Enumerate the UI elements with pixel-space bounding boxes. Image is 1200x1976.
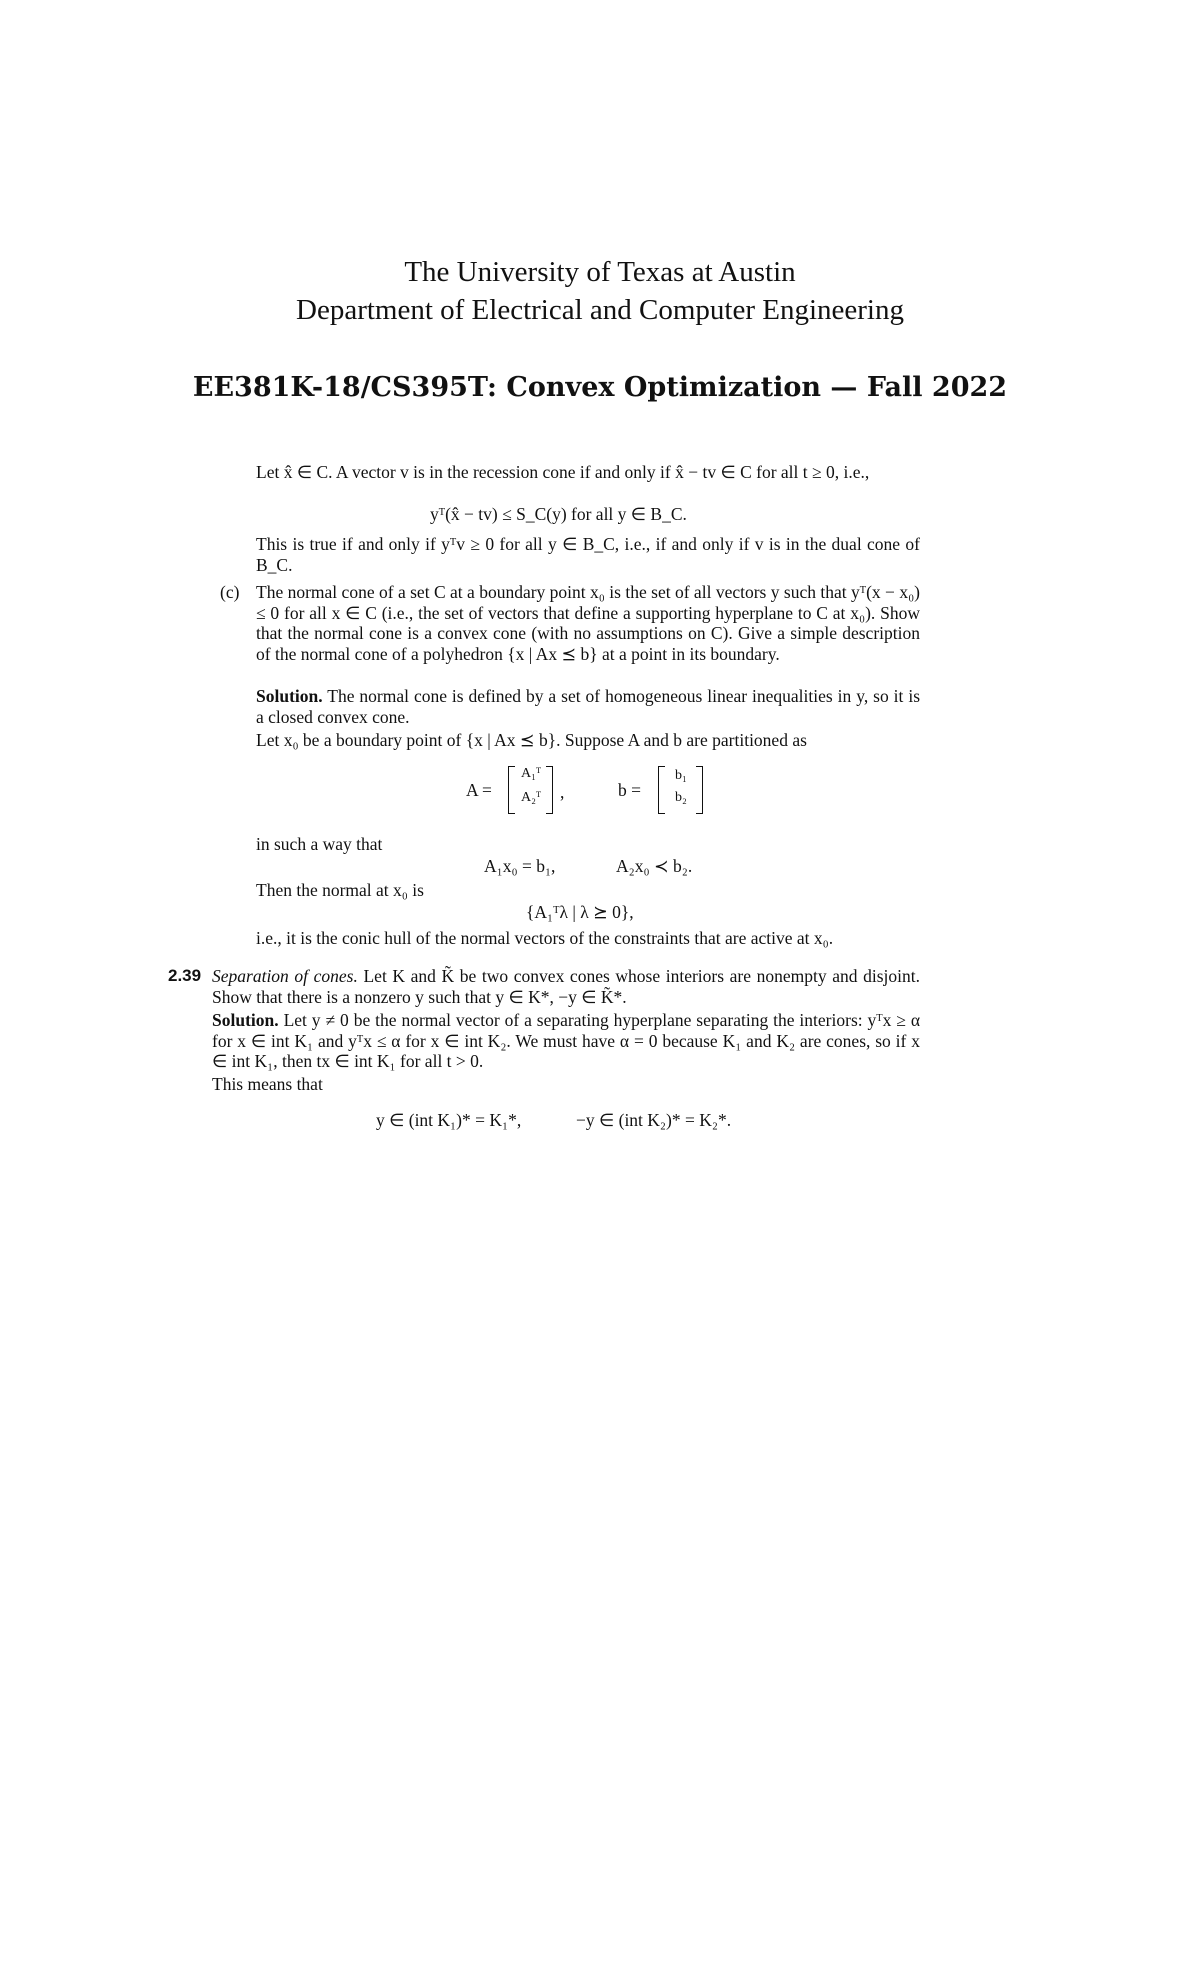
paragraph-this-means: This means that [212, 1074, 323, 1094]
solution-c [256, 686, 920, 727]
equation-dual-k2: −y ∈ (int K₂)* = K₂*. [576, 1110, 732, 1130]
paragraph-recession-cone: Let x̂ ∈ C. A vector v is in the recession cone if and only if x̂ − tv ∈ C for all t ≥ 0, i.e., [256, 462, 870, 482]
problem-239-title: Separation of cones. [212, 966, 358, 986]
matrix-comma: , [560, 782, 565, 802]
matrix-b-top: b₁ [675, 768, 687, 783]
matrix-b-right-bracket [696, 766, 703, 814]
matrix-b-left-bracket [658, 766, 665, 814]
matrix-a-top: A₁ᵀ [520, 766, 542, 781]
equation-active-constraints: A₁x₀ = b₁, [484, 856, 556, 876]
item-c-text: The normal cone of a set C at a boundary point x₀ is the set of all vectors y such that yᵀ(x − x₀) ≤ 0 for all x ∈ C (i.e., the set of vectors that define a supporting hyperplane to C at x₀). Show that the normal cone is a convex cone (with no assumptions on C). Give a simple description of the normal cone of a polyhedron {x | Ax ⪯ b} at a point in its boundary. [256, 582, 920, 664]
matrix-a-right-bracket [546, 766, 553, 814]
equation-dual-k1: y ∈ (int K₁)* = K₁*, [376, 1110, 522, 1130]
equation-support-inequality: yᵀ(x̂ − tv) ≤ S_C(y) for all y ∈ B_C. [430, 504, 687, 524]
problem-239-text: Let K and K̃ be two convex cones whose interiors are nonempty and disjoint. Show that there is a nonzero y such that y ∈ K*, −y ∈ K̃*. [212, 966, 920, 1007]
item-c-label: (c) [220, 582, 240, 602]
solution-c-label: Solution. [256, 686, 323, 706]
matrix-b-label: b = [618, 780, 641, 800]
matrix-a-label: A = [466, 780, 492, 800]
solution-239 [212, 1010, 920, 1072]
paragraph-partition: Let x₀ be a boundary point of {x | Ax ⪯ b}. Suppose A and b are partitioned as [256, 730, 807, 750]
matrix-b-bottom: b₂ [675, 790, 687, 805]
paragraph-such-way: in such a way that [256, 834, 383, 854]
matrix-a-bottom: A₂ᵀ [520, 790, 542, 805]
department-title: Department of Electrical and Computer Engineering [296, 294, 904, 326]
problem-number: 2.39 [168, 966, 202, 985]
university-title: The University of Texas at Austin [404, 256, 796, 288]
equation-normal-cone: {A₁ᵀλ | λ ⪰ 0}, [526, 902, 634, 922]
solution-239-text: Let y ≠ 0 be the normal vector of a separating hyperplane separating the interiors: yᵀx ≥ α for x ∈ int K₁ and yᵀx ≤ α for x ∈ int K₂. We must have α = 0 because K₁ and K₂ are cones, so if x ∈ int K₁, then tx ∈ int K₁ for all t > 0. [212, 1010, 921, 1071]
course-title: EE381K-18/CS395T: Convex Optimization — Fall 2022 [192, 372, 1008, 403]
paragraph-normal-at: Then the normal at x₀ is [256, 880, 424, 900]
matrix-a-left-bracket [508, 766, 515, 814]
equation-inactive-constraints: A₂x₀ ≺ b₂. [616, 856, 693, 876]
paragraph-conic-hull [256, 928, 920, 949]
solution-c-text: The normal cone is defined by a set of homogeneous linear inequalities in y, so it is a closed convex cone. [256, 686, 921, 727]
paragraph-dual-cone: This is true if and only if yᵀv ≥ 0 for all y ∈ B_C, i.e., if and only if v is in the dual cone of B_C. [256, 534, 920, 575]
conic-hull-text: i.e., it is the conic hull of the normal vectors of the constraints that are active at x₀. [256, 928, 834, 948]
problem-239-statement [212, 966, 920, 1007]
solution-239-label: Solution. [212, 1010, 279, 1030]
